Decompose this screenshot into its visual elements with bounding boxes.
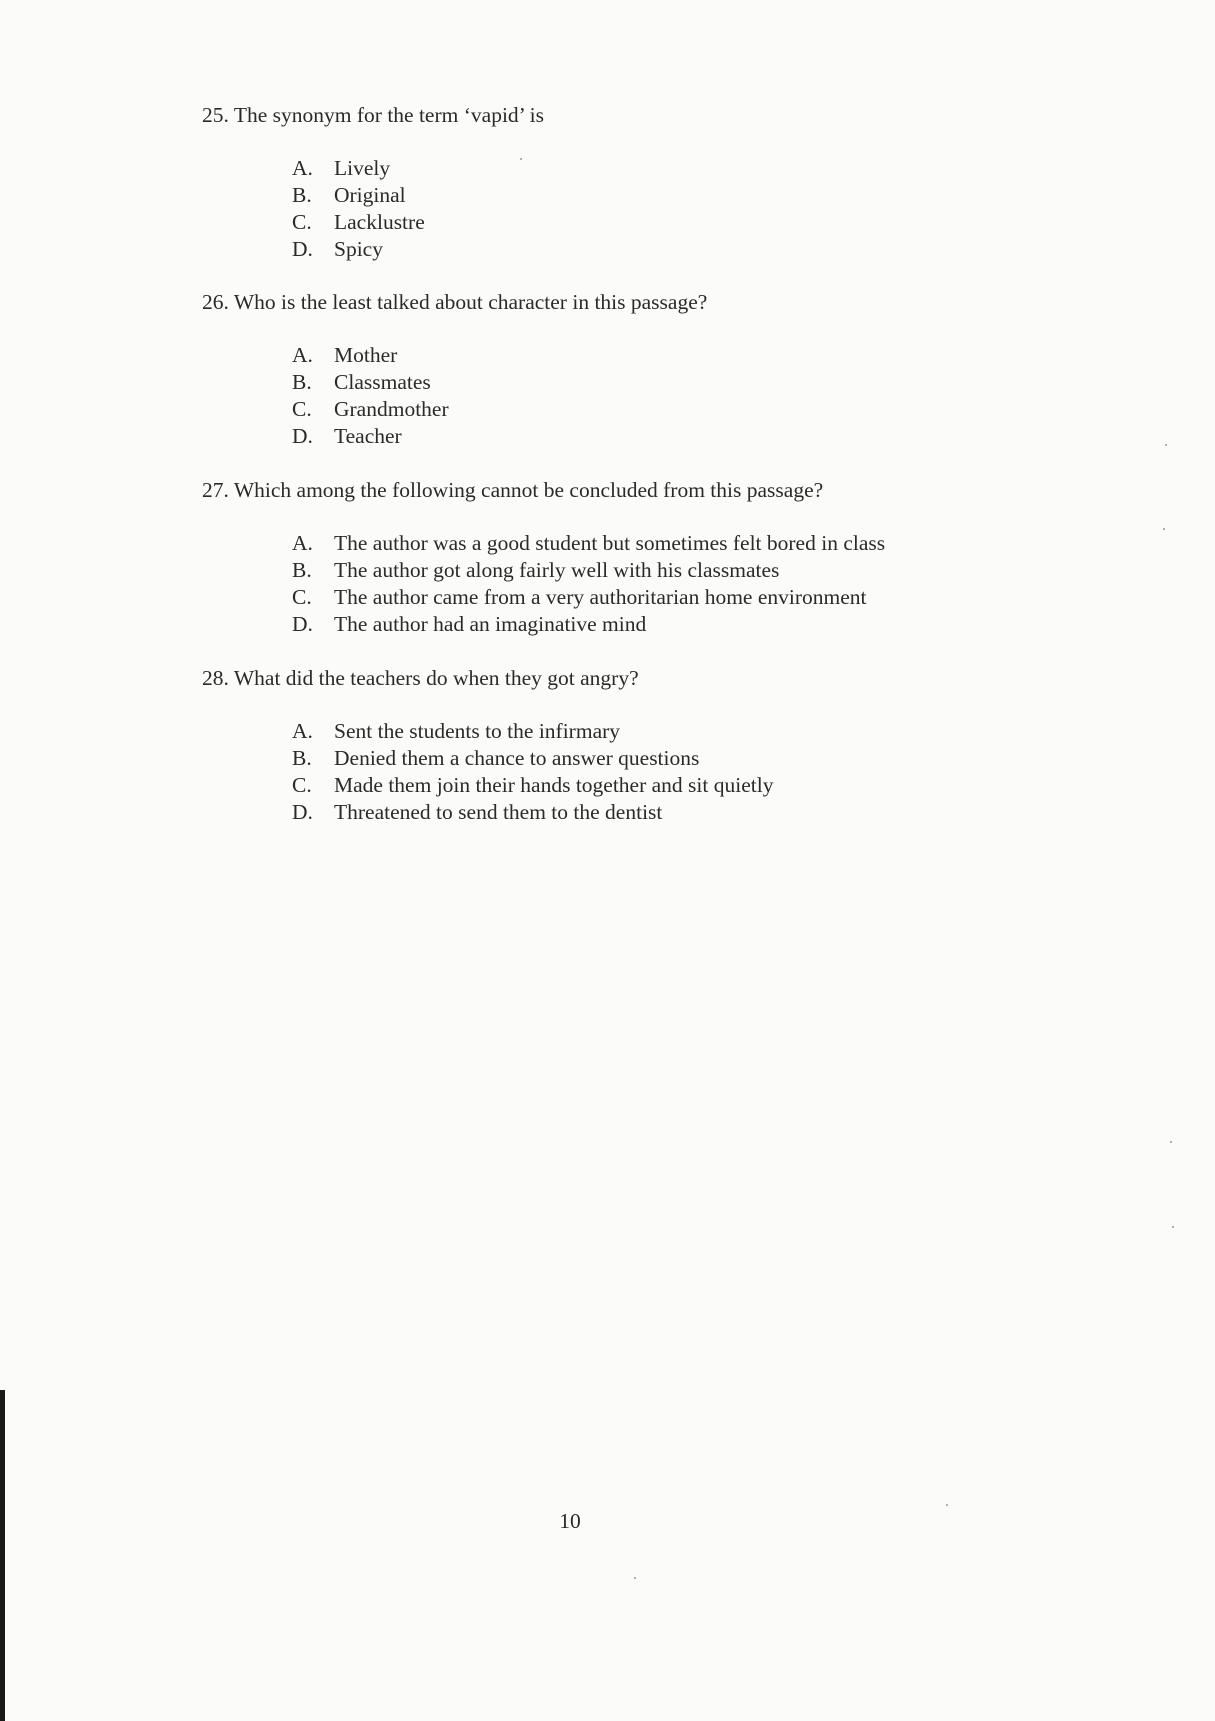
option-letter: D. [292,424,313,448]
option-letter: D. [292,237,313,261]
option-26-b [292,369,449,396]
scan-speck [520,158,522,160]
option-letter: A. [292,719,313,743]
option-text: Teacher [334,424,402,448]
question-25: 25. The synonym for the term ‘vapid’ is [202,103,544,127]
option-text: Threatened to send them to the dentist [334,800,663,824]
page-number: 10 [559,1509,581,1533]
option-text: Made them join their hands together and sit quietly [334,773,774,797]
option-text: Sent the students to the infirmary [334,719,621,743]
option-text: The author got along fairly well with his classmates [334,558,780,582]
question-26: 26. Who is the least talked about character in this passage? [202,290,708,314]
option-letter: B. [292,183,312,207]
options-25 [292,155,425,263]
option-text: Grandmother [334,397,449,421]
option-letter: D. [292,612,313,636]
option-text: Lacklustre [334,210,425,234]
option-letter: A. [292,156,313,180]
option-28-d [292,799,773,826]
scan-speck [1170,1141,1172,1143]
option-26-d [292,423,449,450]
option-text: Classmates [334,370,431,394]
option-27-c [292,584,885,611]
option-letter: A. [292,531,313,555]
options-28 [292,718,773,826]
option-text: Spicy [334,237,383,261]
question-27: 27. Which among the following cannot be concluded from this passage? [202,478,824,502]
option-text: Original [334,183,406,207]
option-28-b [292,745,773,772]
option-text: The author had an imaginative mind [334,612,647,636]
option-27-d [292,611,885,638]
option-text: The author was a good student but sometimes felt bored in class [334,531,886,555]
option-25-b [292,182,425,209]
options-27 [292,530,885,638]
scan-edge [0,1390,5,1721]
option-text: Mother [334,343,398,367]
option-26-c [292,396,449,423]
option-26-a [292,342,449,369]
option-25-c [292,209,425,236]
option-letter: C. [292,210,312,234]
option-letter: B. [292,558,312,582]
option-28-a [292,718,773,745]
option-27-a [292,530,885,557]
scan-speck [634,1577,636,1579]
option-letter: B. [292,746,312,770]
option-letter: C. [292,397,312,421]
option-text: Denied them a chance to answer questions [334,746,700,770]
option-25-d [292,236,425,263]
option-25-a [292,155,425,182]
option-text: The author came from a very authoritarian home environment [334,585,867,609]
option-letter: C. [292,585,312,609]
option-27-b [292,557,885,584]
options-26 [292,342,449,450]
scan-speck [1165,444,1167,446]
option-letter: C. [292,773,312,797]
scan-speck [1172,1226,1174,1228]
scan-speck [1163,528,1165,530]
scan-speck [946,1504,948,1506]
question-28: 28. What did the teachers do when they got angry? [202,666,639,690]
option-28-c [292,772,773,799]
option-text: Lively [334,156,391,180]
option-letter: B. [292,370,312,394]
option-letter: A. [292,343,313,367]
option-letter: D. [292,800,313,824]
